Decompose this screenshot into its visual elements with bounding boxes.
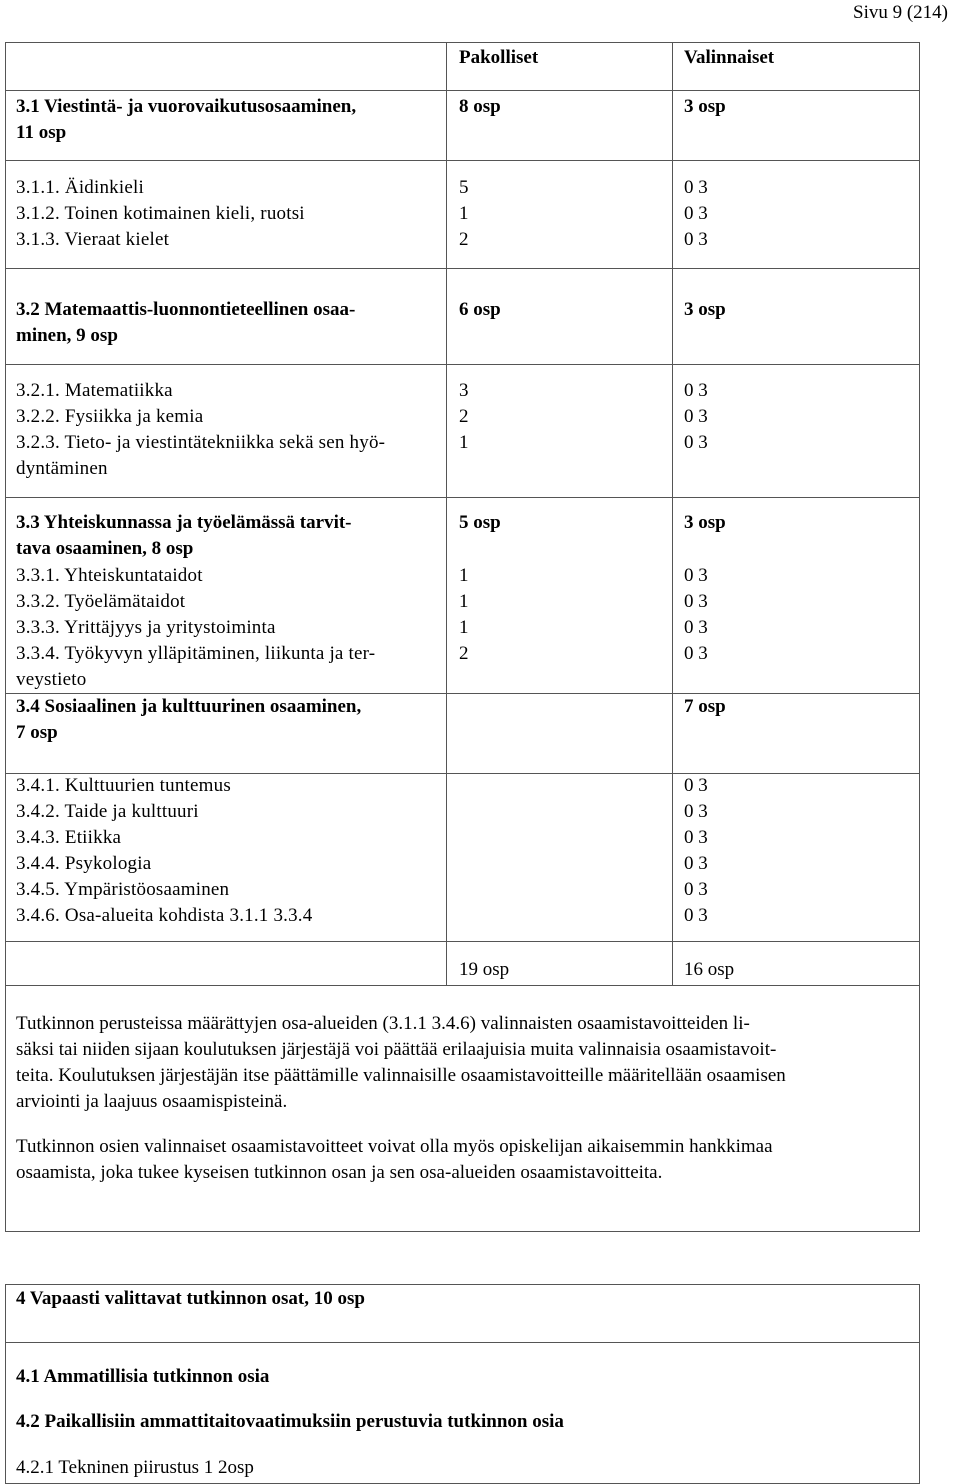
required-value: 5 — [459, 177, 469, 198]
section-3-4-title: 3.4 Sosiaalinen ja kulttuurinen osaaminen, — [16, 696, 362, 717]
list-item: 3.4.5. Ympäristöosaaminen — [16, 879, 230, 900]
note-line: osaamista, joka tukee kyseisen tutkinnon osan ja sen osa-alueiden osaamistavoitteita. — [16, 1162, 663, 1183]
row-divider — [5, 1342, 920, 1343]
section-3-3-optional: 3 osp — [684, 512, 726, 533]
section-4-2-title: 4.2 Paikallisiin ammattitaitovaatimuksiin perustuvia tutkinnon osia — [16, 1411, 564, 1432]
optional-value: 0 3 — [684, 905, 708, 926]
optional-value: 0 3 — [684, 565, 708, 586]
optional-value: 0 3 — [684, 827, 708, 848]
list-item: 3.4.6. Osa-alueita kohdista 3.1.1 3.3.4 — [16, 905, 313, 926]
note-paragraph-1 — [16, 1011, 786, 1115]
list-item: 3.2.1. Matematiikka — [16, 380, 173, 401]
optional-value: 0 3 — [684, 406, 708, 427]
table-col-divider-1 — [446, 42, 447, 985]
optional-value: 0 3 — [684, 380, 708, 401]
section-3-3-title: tava osaaminen, 8 osp — [16, 538, 194, 559]
note-line: arviointi ja laajuus osaamispisteinä. — [16, 1091, 288, 1112]
optional-value: 0 3 — [684, 853, 708, 874]
required-value: 3 — [459, 380, 469, 401]
section-3-2-required: 6 osp — [459, 299, 501, 320]
required-value: 2 — [459, 406, 469, 427]
list-item: dyntäminen — [16, 458, 108, 479]
required-value: 1 — [459, 565, 469, 586]
required-value: 2 — [459, 643, 469, 664]
optional-value: 0 3 — [684, 617, 708, 638]
note-paragraph-2 — [16, 1134, 773, 1186]
optional-value: 0 3 — [684, 801, 708, 822]
row-divider — [5, 160, 920, 161]
section-3-1-title: 3.1 Viestintä- ja vuorovaikutusosaaminen, — [16, 96, 357, 117]
section-3-3-required: 5 osp — [459, 512, 501, 533]
row-divider — [5, 941, 920, 942]
row-divider — [5, 985, 920, 986]
optional-value: 0 3 — [684, 203, 708, 224]
section-3-2-title: 3.2 Matemaattis-luonnontieteellinen osaa- — [16, 299, 356, 320]
optional-value: 0 3 — [684, 229, 708, 250]
note-line: Tutkinnon osien valinnaiset osaamistavoitteet voivat olla myös opiskelijan aikaisemmin hankkimaa — [16, 1136, 773, 1157]
optional-value: 0 3 — [684, 879, 708, 900]
list-item: 3.4.3. Etiikka — [16, 827, 122, 848]
list-item: 3.1.3. Vieraat kielet — [16, 229, 170, 250]
required-value: 1 — [459, 591, 469, 612]
section-4-2-1-item: 4.2.1 Tekninen piirustus 1 2osp — [16, 1457, 254, 1478]
list-item: 3.1.2. Toinen kotimainen kieli, ruotsi — [16, 203, 305, 224]
list-item: 3.3.2. Työelämätaidot — [16, 591, 186, 612]
row-divider — [5, 364, 920, 365]
total-required: 19 osp — [459, 959, 510, 980]
section-3-1-optional: 3 osp — [684, 96, 726, 117]
header-required: Pakolliset — [459, 47, 539, 68]
page-number: Sivu 9 (214) — [853, 2, 948, 23]
section-3-4-title: 7 osp — [16, 722, 58, 743]
optional-value: 0 3 — [684, 643, 708, 664]
optional-value: 0 3 — [684, 591, 708, 612]
optional-value: 0 3 — [684, 177, 708, 198]
note-line: säksi tai niiden sijaan koulutuksen järjestäjä voi päättää erilaajuisia muita valinnaisia osaamistavoit- — [16, 1039, 777, 1060]
required-value: 1 — [459, 617, 469, 638]
list-item: 3.3.3. Yrittäjyys ja yritystoiminta — [16, 617, 276, 638]
required-value: 2 — [459, 229, 469, 250]
row-divider — [5, 497, 920, 498]
list-item: 3.2.3. Tieto- ja viestintätekniikka sekä sen hyö- — [16, 432, 386, 453]
row-divider — [5, 268, 920, 269]
section-4-1-title: 4.1 Ammatillisia tutkinnon osia — [16, 1366, 270, 1387]
section-4-title: 4 Vapaasti valittavat tutkinnon osat, 10 osp — [16, 1288, 365, 1309]
list-item: 3.4.2. Taide ja kulttuuri — [16, 801, 199, 822]
optional-value: 0 3 — [684, 432, 708, 453]
list-item: 3.4.4. Psykologia — [16, 853, 152, 874]
section-3-1-title: 11 osp — [16, 122, 67, 143]
required-value: 1 — [459, 432, 469, 453]
row-divider — [5, 90, 920, 91]
section-3-2-title: minen, 9 osp — [16, 325, 118, 346]
header-optional: Valinnaiset — [684, 47, 775, 68]
list-item: 3.2.2. Fysiikka ja kemia — [16, 406, 204, 427]
note-line: teita. Koulutuksen järjestäjän itse päättämille valinnaisille osaamistavoitteille määritellään osaamisen — [16, 1065, 786, 1086]
list-item: veystieto — [16, 669, 87, 690]
total-optional: 16 osp — [684, 959, 735, 980]
list-item: 3.1.1. Äidinkieli — [16, 177, 144, 198]
list-item: 3.3.4. Työkyvyn ylläpitäminen, liikunta ja ter- — [16, 643, 376, 664]
section-3-3-title: 3.3 Yhteiskunnassa ja työelämässä tarvit- — [16, 512, 352, 533]
section-3-4-optional: 7 osp — [684, 696, 726, 717]
table-col-divider-2 — [672, 42, 673, 985]
required-value: 1 — [459, 203, 469, 224]
note-line: Tutkinnon perusteissa määrättyjen osa-alueiden (3.1.1 3.4.6) valinnaisten osaamistavoitteiden li- — [16, 1013, 750, 1034]
list-item: 3.4.1. Kulttuurien tuntemus — [16, 775, 231, 796]
section-3-2-optional: 3 osp — [684, 299, 726, 320]
section-3-1-required: 8 osp — [459, 96, 501, 117]
optional-value: 0 3 — [684, 775, 708, 796]
list-item: 3.3.1. Yhteiskuntataidot — [16, 565, 203, 586]
